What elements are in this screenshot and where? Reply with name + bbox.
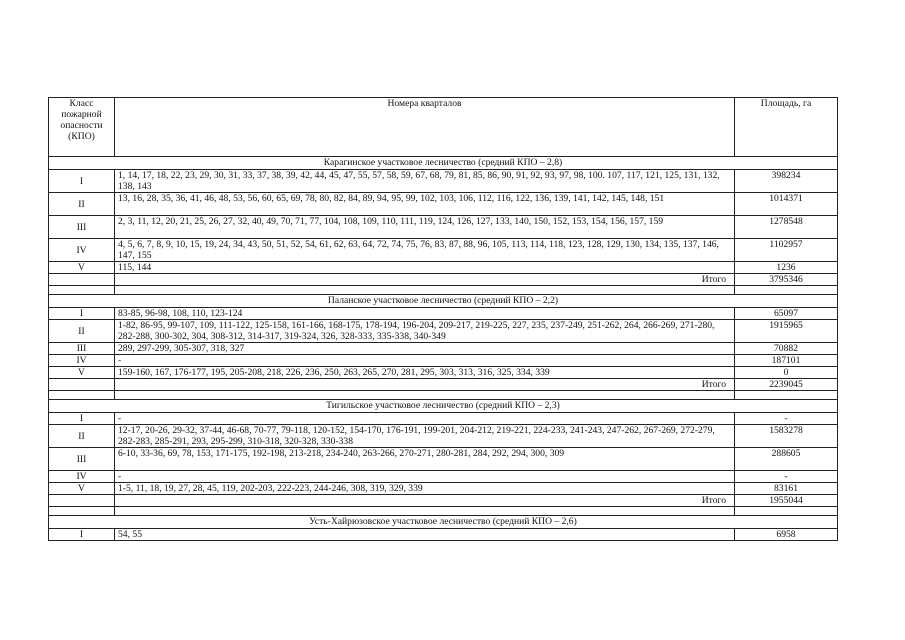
table-row: [49, 483, 838, 495]
total-value: 3795346: [735, 274, 838, 286]
class-cell: IV: [49, 239, 115, 262]
section-title: Паланское участковое лесничество (средний КПО – 2,2): [49, 295, 838, 308]
table-row: [49, 320, 838, 343]
total-label: Итого: [115, 379, 735, 391]
table-row: [49, 425, 838, 448]
area-cell: 398234: [735, 170, 838, 193]
spacer-row: [49, 286, 838, 295]
class-cell: III: [49, 216, 115, 239]
area-cell: 288605: [735, 448, 838, 471]
spacer-cell: [49, 391, 115, 400]
total-empty-cell: [49, 379, 115, 391]
total-label: Итого: [115, 274, 735, 286]
area-cell: 1236: [735, 262, 838, 274]
class-cell: IV: [49, 355, 115, 367]
total-label: Итого: [115, 495, 735, 507]
section-title: Усть-Хайрюзовское участковое лесничество (средний КПО – 2,6): [49, 516, 838, 529]
table-row: [49, 308, 838, 320]
quarters-cell: 1, 14, 17, 18, 22, 23, 29, 30, 31, 33, 37, 38, 39, 42, 44, 45, 47, 55, 57, 58, 59, 67, 68, 79, 81, 85, 86, 90, 91, 92, 93, 97, 98, 100. 107, 117, 121, 125, 131, 132, 138, 143: [115, 170, 735, 193]
table-row: [49, 216, 838, 239]
table-row: [49, 413, 838, 425]
total-row: [49, 274, 838, 286]
total-row: [49, 495, 838, 507]
area-cell: -: [735, 413, 838, 425]
quarters-cell: 13, 16, 28, 35, 36, 41, 46, 48, 53, 56, 60, 65, 69, 78, 80, 82, 84, 89, 94, 95, 99, 102, 103, 106, 112, 116, 122, 136, 139, 141, 142, 145, 148, 151: [115, 193, 735, 216]
spacer-row: [49, 507, 838, 516]
quarters-cell: 2, 3, 11, 12, 20, 21, 25, 26, 27, 32, 40, 49, 70, 71, 77, 104, 108, 109, 110, 111, 119, 124, 126, 127, 133, 140, 150, 152, 153, 154, 156, 157, 159: [115, 216, 735, 239]
area-cell: 1014371: [735, 193, 838, 216]
area-cell: 1278548: [735, 216, 838, 239]
class-cell: I: [49, 308, 115, 320]
area-cell: 187101: [735, 355, 838, 367]
quarters-cell: -: [115, 413, 735, 425]
header-quarters: Номера кварталов: [115, 98, 735, 157]
area-cell: 1102957: [735, 239, 838, 262]
quarters-cell: 115, 144: [115, 262, 735, 274]
class-cell: II: [49, 193, 115, 216]
total-empty-cell: [49, 495, 115, 507]
section-title-row: [49, 295, 838, 308]
fire-hazard-table: [48, 97, 838, 541]
quarters-cell: -: [115, 471, 735, 483]
table-row: [49, 529, 838, 541]
section-title: Карагинское участковое лесничество (средний КПО – 2,8): [49, 157, 838, 170]
table-row: [49, 239, 838, 262]
section-title-row: [49, 157, 838, 170]
table-row: [49, 262, 838, 274]
quarters-cell: 4, 5, 6, 7, 8, 9, 10, 15, 19, 24, 34, 43, 50, 51, 52, 54, 61, 62, 63, 64, 72, 74, 75, 76, 83, 87, 88, 96, 105, 113, 114, 118, 123, 128, 129, 130, 134, 135, 137, 146, 147, 155: [115, 239, 735, 262]
spacer-cell: [49, 286, 115, 295]
spacer-cell: [115, 507, 735, 516]
section-title-row: [49, 400, 838, 413]
spacer-cell: [735, 391, 838, 400]
quarters-cell: 159-160, 167, 176-177, 195, 205-208, 218, 226, 236, 250, 263, 265, 270, 281, 295, 303, 313, 316, 325, 334, 339: [115, 367, 735, 379]
table-row: [49, 448, 838, 471]
spacer-cell: [735, 507, 838, 516]
total-value: 2239045: [735, 379, 838, 391]
section-title: Тигильское участковое лесничество (средний КПО – 2,3): [49, 400, 838, 413]
total-row: [49, 379, 838, 391]
area-cell: 65097: [735, 308, 838, 320]
area-cell: 70882: [735, 343, 838, 355]
quarters-cell: 1-5, 11, 18, 19, 27, 28, 45, 119, 202-203, 222-223, 244-246, 308, 319, 329, 339: [115, 483, 735, 495]
area-cell: 0: [735, 367, 838, 379]
total-empty-cell: [49, 274, 115, 286]
quarters-cell: 12-17, 20-26, 29-32, 37-44, 46-68, 70-77, 79-118, 120-152, 154-170, 176-191, 199-201, 204-212, 219-221, 224-233, 241-243, 247-262, 267-269, 272-279, 282-283, 285-291, 293, 295-299, 310-318, 320-328, 330-338: [115, 425, 735, 448]
area-cell: 83161: [735, 483, 838, 495]
class-cell: III: [49, 448, 115, 471]
table-row: [49, 170, 838, 193]
area-cell: 1583278: [735, 425, 838, 448]
class-cell: V: [49, 367, 115, 379]
class-cell: I: [49, 529, 115, 541]
class-cell: II: [49, 320, 115, 343]
header-class: Класс пожарной опасности (КПО): [49, 98, 115, 157]
class-cell: III: [49, 343, 115, 355]
table-row: [49, 367, 838, 379]
quarters-cell: 83-85, 96-98, 108, 110, 123-124: [115, 308, 735, 320]
class-cell: IV: [49, 471, 115, 483]
quarters-cell: -: [115, 355, 735, 367]
area-cell: -: [735, 471, 838, 483]
table-header-row: [49, 98, 838, 157]
quarters-cell: 54, 55: [115, 529, 735, 541]
quarters-cell: 289, 297-299, 305-307, 318, 327: [115, 343, 735, 355]
area-cell: 1915965: [735, 320, 838, 343]
spacer-cell: [115, 391, 735, 400]
total-value: 1955044: [735, 495, 838, 507]
table-row: [49, 193, 838, 216]
class-cell: V: [49, 262, 115, 274]
table-row: [49, 355, 838, 367]
spacer-cell: [735, 286, 838, 295]
table-row: [49, 343, 838, 355]
class-cell: I: [49, 413, 115, 425]
quarters-cell: 6-10, 33-36, 69, 78, 153, 171-175, 192-198, 213-218, 234-240, 263-266, 270-271, 280-281, 284, 292, 294, 300, 309: [115, 448, 735, 471]
class-cell: II: [49, 425, 115, 448]
class-cell: I: [49, 170, 115, 193]
area-cell: 6958: [735, 529, 838, 541]
spacer-cell: [49, 507, 115, 516]
quarters-cell: 1-82, 86-95, 99-107, 109, 111-122, 125-158, 161-166, 168-175, 178-194, 196-204, 209-217, 219-225, 227, 235, 237-249, 251-262, 264, 266-269, 271-280, 282-288, 300-302, 304, 308-312, 314-317, 319-324, 326, 328-333, 335-338, 340-349: [115, 320, 735, 343]
table-row: [49, 471, 838, 483]
spacer-row: [49, 391, 838, 400]
spacer-cell: [115, 286, 735, 295]
section-title-row: [49, 516, 838, 529]
class-cell: V: [49, 483, 115, 495]
header-area: Площадь, га: [735, 98, 838, 157]
